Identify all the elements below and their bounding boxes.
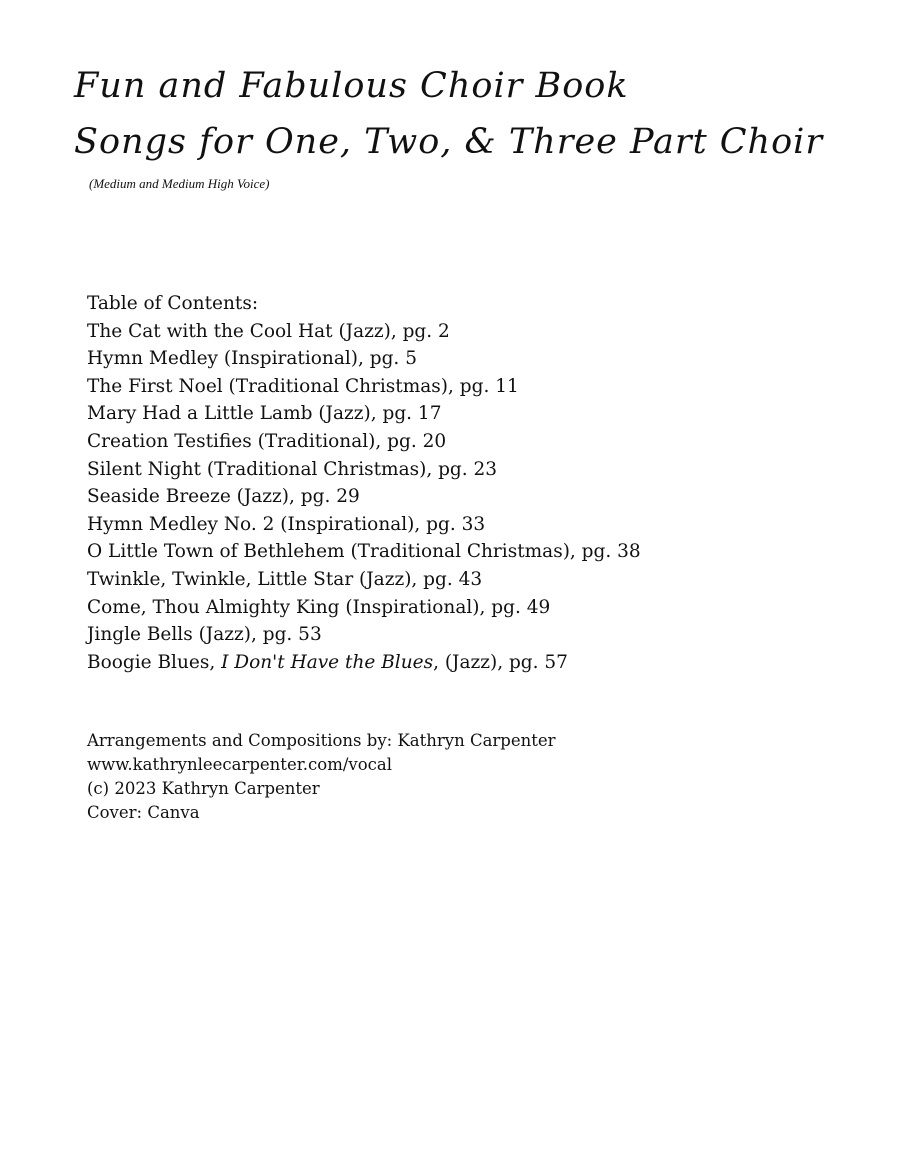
toc-heading: Table of Contents:	[87, 293, 259, 314]
toc-entry: Creation Testifies (Traditional), pg. 20	[87, 430, 447, 452]
title-line-1: Fun and Fabulous Choir Book	[74, 66, 629, 106]
credit-copyright: (c) 2023 Kathryn Carpenter	[87, 779, 320, 798]
credit-arrangements: Arrangements and Compositions by: Kathryn Carpenter	[87, 731, 556, 750]
table-of-contents	[87, 290, 641, 676]
toc-entry: The Cat with the Cool Hat (Jazz), pg. 2	[87, 320, 450, 342]
credit-website: www.kathrynleecarpenter.com/vocal	[87, 755, 393, 774]
toc-entry: O Little Town of Bethlehem (Traditional Christmas), pg. 38	[87, 541, 641, 563]
toc-entry-last-prefix: Boogie Blues,	[87, 651, 222, 673]
credit-cover: Cover: Canva	[87, 803, 200, 822]
toc-entry: Jingle Bells (Jazz), pg. 53	[87, 624, 322, 646]
credits-block	[87, 729, 556, 825]
toc-entry: Hymn Medley No. 2 (Inspirational), pg. 33	[87, 513, 486, 535]
toc-entry: The First Noel (Traditional Christmas), pg. 11	[87, 375, 519, 397]
toc-entry: Seaside Breeze (Jazz), pg. 29	[87, 486, 360, 508]
toc-entry-last-suffix: , (Jazz), pg. 57	[433, 651, 568, 673]
toc-entry: Hymn Medley (Inspirational), pg. 5	[87, 348, 417, 370]
toc-entry-last	[87, 649, 641, 677]
toc-entry: Silent Night (Traditional Christmas), pg. 23	[87, 458, 498, 480]
toc-entry: Twinkle, Twinkle, Little Star (Jazz), pg. 43	[87, 568, 483, 590]
toc-entry: Mary Had a Little Lamb (Jazz), pg. 17	[87, 403, 442, 425]
toc-entry: Come, Thou Almighty King (Inspirational), pg. 49	[87, 596, 551, 618]
title-line-2: Songs for One, Two, & Three Part Choir	[74, 122, 824, 162]
voice-subtitle: (Medium and Medium High Voice)	[89, 176, 270, 191]
toc-entry-last-italic-title: I Don't Have the Blues	[221, 651, 434, 673]
